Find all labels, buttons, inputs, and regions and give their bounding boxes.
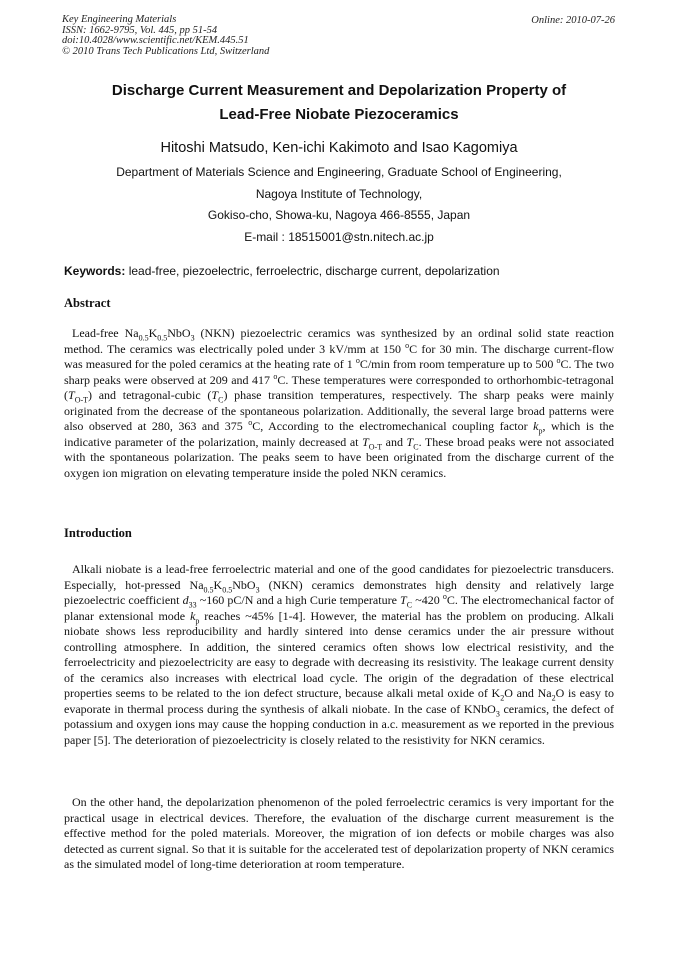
keywords-label: Keywords: [64,264,126,278]
journal-doi: doi:10.4028/www.scientific.net/KEM.445.51 [62,35,249,46]
journal-name: Key Engineering Materials [62,14,177,25]
online-date: Online: 2010-07-26 [531,15,615,26]
paper-title-line-1: Discharge Current Measurement and Depolarization Property of [111,82,567,99]
journal-copyright: © 2010 Trans Tech Publications Ltd, Switzerland [62,45,270,57]
journal-issn: ISSN: 1662-9795, Vol. 445, pp 51-54 [62,24,218,36]
paper-title-line-2: Lead-Free Niobate Piezoceramics [219,106,459,123]
affiliation-line-2: Nagoya Institute of Technology, [255,187,423,201]
keywords [64,264,500,278]
introduction-heading: Introduction [64,526,132,540]
journal-header [62,15,269,57]
affiliation-line-3: Gokiso-cho, Showa-ku, Nagoya 466-8555, Japan [207,208,471,222]
introduction-paragraph-2: On the other hand, the depolarization phenomenon of the poled ferroelectric ceramics is very important for the practical usage in electrical devices. Therefore, the evaluation of the discharge current measurement is the effective method for the poled materials. Moreover, the migration of ion defects or mobile charges was also detected as current signal. So that it is suitable for the accelerated test of depolarization property of NKN ceramics as the simulated model of long-time deterioration at room temperature. [64,795,614,871]
introduction-paragraph-1: Alkali niobate is a lead-free ferroelectric material and one of the good candidates for piezoelectric transducers. Especially, hot-pressed $Na_{0.5}K_{0.5}NbO_3$ (NKN) ceramics demonstrates high density and relatively large piezoelectric coefficient $d_{33}$ ~160 pC/N and a high Curie temperature $T_C$ ~420 $^o$C. The electromechanical factor of planar extensional mode $k_p$ reaches ~45% [1-4]. However, the material has the problem on producing. Alkali niobate shows less reproducibility and hardly sintered into dense ceramics under the air pressure without controlling atmosphere. In addition, the sintered ceramics often shows low electrical resistivity, and the ferroelectricity and piezoelectricity are easy to degrade with decreasing its resistivity. The leakage current density of the ceramics also increases with electrical load cycle. The origin of the degradation of these electrical properties seems to be related to the ion defect structure, because alkali metal oxide of $K_2O$ and $Na_2O$ is easy to evaporate in thermal process during the synthesis of alkali niobate. In the case of KNbO$_3$ ceramics, the defect of potassium and oxygen ions may cause the hopping conduction in a.c. measurement as we reported in the previous paper [5]. The deterioration of piezoelectricity is closely related to the resistivity for NKN ceramics. [64,562,614,747]
keywords-text: lead-free, piezoelectric, ferroelectric, discharge current, depolarization [125,264,500,278]
abstract-heading: Abstract [64,296,111,310]
affiliation-line-1: Department of Materials Science and Engineering, Graduate School of Engineering, [116,165,562,179]
affiliation-email: E-mail : 18515001@stn.nitech.ac.jp [244,230,434,244]
authors: Hitoshi Matsudo, Ken-ichi Kakimoto and Isao Kagomiya [160,140,518,156]
abstract-paragraph: Lead-free $Na_{0.5}K_{0.5}NbO_3$ (NKN) piezoelectric ceramics was synthesized by an ordinal solid state reaction method. The ceramics was electrically poled under 3 kV/mm at 150 $^o$C for 30 min. The discharge current-flow was measured for the poled ceramics at the heating rate of 1 $^o$C/min from room temperature up to 500 $^o$C. The two sharp peaks were observed at 209 and 417 $^o$C. These temperatures were corresponded to orthorhombic-tetragonal $(T_{O-T})$ and tetragonal-cubic $(T_C)$ phase transition temperatures, respectively. The sharp peaks were mainly originated from the decrease of the spontaneous polarization. Additionally, the several large broad patterns were also observed at 280, 363 and 375 $^o$C, According to the electromechanical coupling factor $k_p$, which is the indicative parameter of the polarization, mainly decreased at $T_{O-T}$ and $T_C$. These broad peaks were not associated with the spontaneous polarization. The peaks seem to have been originated from the discharge current of the oxygen ion migration on elevating temperature inside the poled NKN ceramics. [64,326,615,480]
